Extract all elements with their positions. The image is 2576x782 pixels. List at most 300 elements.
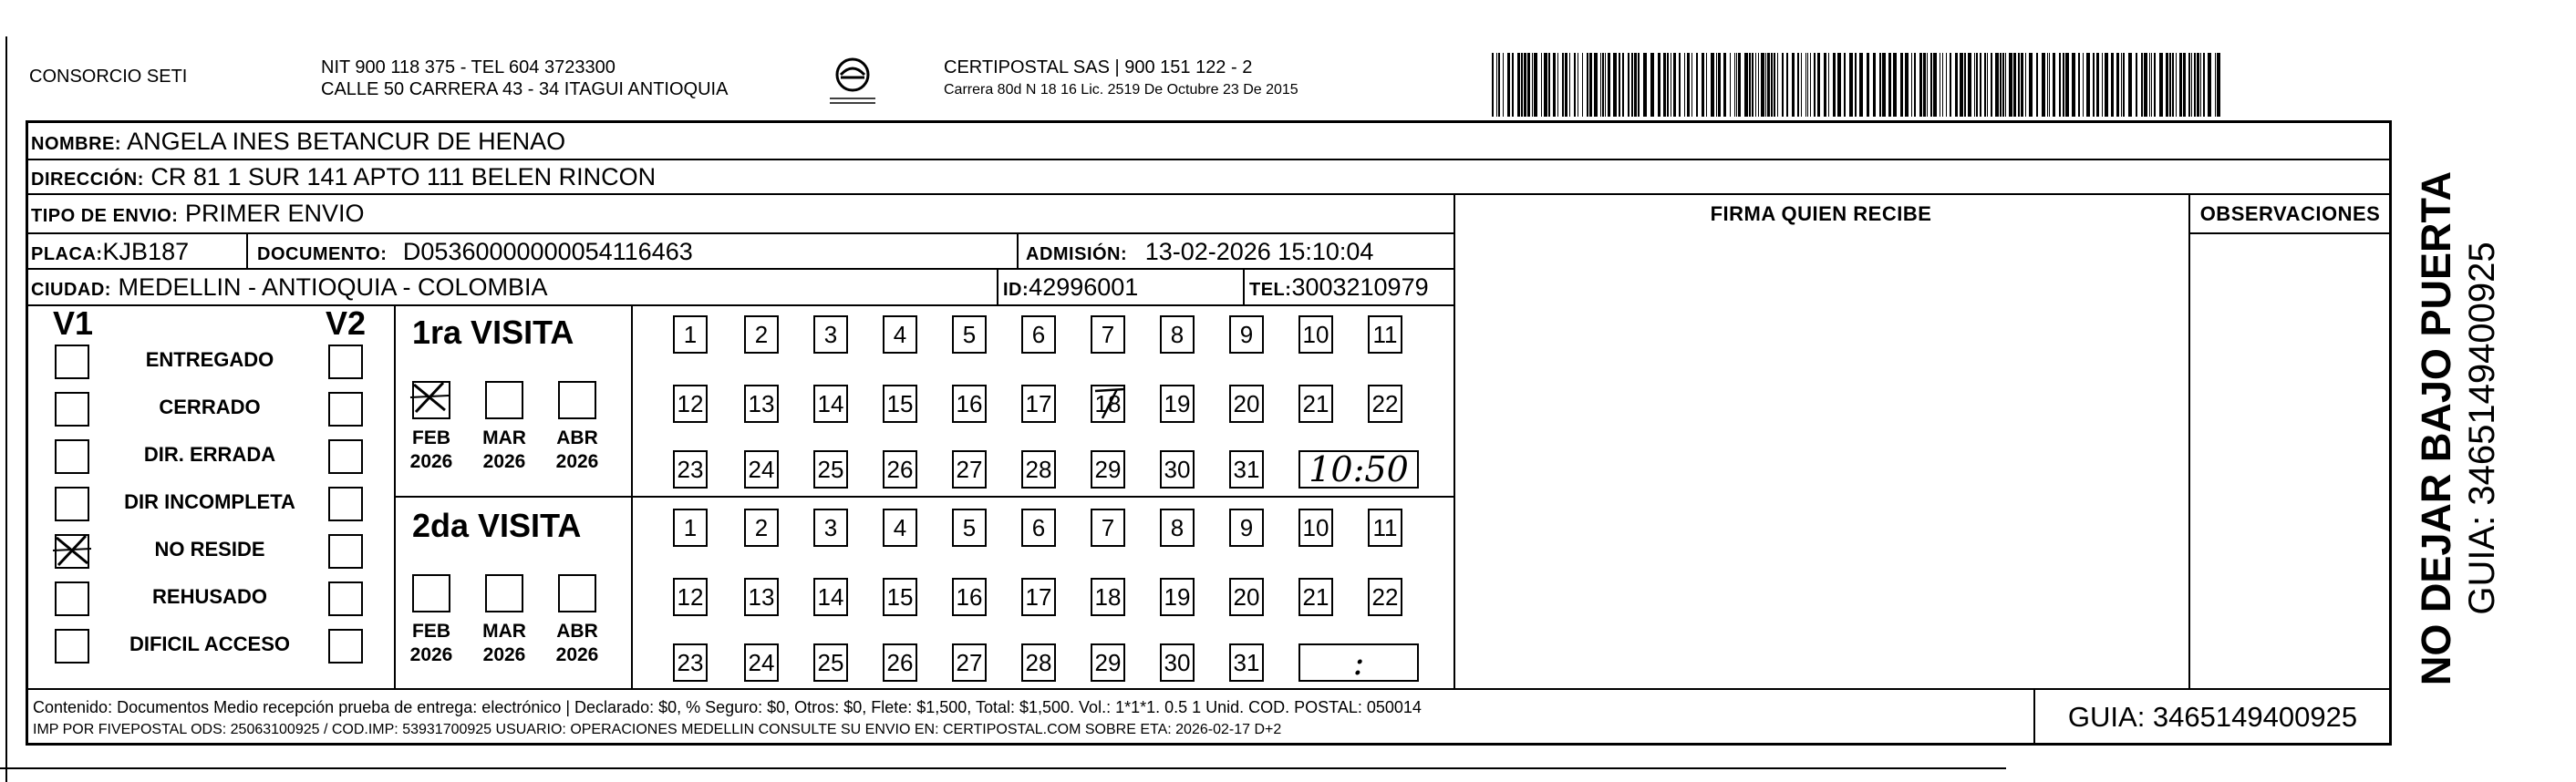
v2-checkbox[interactable]	[328, 487, 363, 521]
second-day-box[interactable]: 18	[1091, 578, 1125, 616]
barcode-bar	[1810, 53, 1811, 117]
barcode-bar	[2000, 53, 2002, 117]
placa-value: KJB187	[102, 238, 190, 265]
barcode-bar	[1534, 53, 1537, 117]
barcode-bar	[1673, 53, 1676, 117]
first-day-box[interactable]: 24	[744, 450, 779, 489]
barcode-bar	[1667, 53, 1669, 117]
barcode-bar	[1893, 53, 1897, 117]
barcode-bar	[1844, 53, 1846, 117]
status-label: NO RESIDE	[154, 538, 265, 561]
barcode-bar	[1650, 53, 1654, 117]
barcode-bar	[1628, 53, 1629, 117]
footer-contenido: Contenido: Documentos Medio recepción prueba de entrega: electrónico | Declarado: $0, % Seguro: $0, Otros: $0, Flete: $1,500, Total: $1,500. Vol.: 1*1*1. 0.5 1 Unid. COD. POSTAL: 050014	[33, 698, 1422, 716]
direccion-row	[31, 161, 656, 195]
barcode-bar	[1919, 53, 1922, 117]
barcode-bar	[1964, 53, 1966, 117]
nit-line: NIT 900 118 375 - TEL 604 3723300	[321, 57, 616, 77]
second-day-box[interactable]: 14	[813, 578, 848, 616]
barcode-bar	[2102, 53, 2103, 117]
barcode-bar	[1492, 53, 1494, 117]
first-day-box[interactable]: 27	[952, 450, 987, 489]
side-warning: NO DEJAR BAJO PUERTA	[2413, 170, 2459, 686]
barcode-bar	[1553, 53, 1556, 117]
barcode-bar	[1587, 53, 1588, 117]
v1-header: V1	[53, 304, 94, 342]
barcode-bar	[2149, 53, 2150, 117]
barcode-bar	[1873, 53, 1876, 117]
first-day-box[interactable]: 20	[1229, 385, 1264, 423]
second-month-year: 2026	[482, 644, 526, 665]
barcode-bar	[1879, 53, 1881, 117]
second-day-box[interactable]: 30	[1160, 643, 1195, 682]
barcode-bar	[1987, 53, 1988, 117]
documento-cell	[257, 236, 693, 270]
barcode-bar	[1582, 53, 1583, 117]
first-day-box[interactable]: 12	[673, 385, 708, 423]
documento-value: D05360000000054116463	[402, 238, 693, 265]
first-day-box[interactable]: 17	[1021, 385, 1056, 423]
barcode-bar	[1643, 53, 1647, 117]
barcode-bar	[1814, 53, 1816, 117]
nombre-value: ANGELA INES BETANCUR DE HENAO	[127, 128, 566, 155]
barcode-bar	[1774, 53, 1775, 117]
barcode-bar	[2217, 53, 2220, 117]
barcode-bar	[1930, 53, 1932, 117]
certipostal-line-1: CERTIPOSTAL SAS | 900 151 122 - 2	[944, 57, 1253, 77]
second-day-box[interactable]: 20	[1229, 578, 1264, 616]
company-address: CALLE 50 CARRERA 43 - 34 ITAGUI ANTIOQUIA	[321, 79, 729, 99]
barcode-bar	[1976, 53, 1978, 117]
second-day-box[interactable]: 21	[1298, 578, 1333, 616]
second-day-box[interactable]: 29	[1091, 643, 1125, 682]
ciudad-label: CIUDAD:	[31, 280, 111, 300]
second-month-checkbox[interactable]	[412, 574, 450, 612]
first-month-year: 2026	[409, 451, 453, 472]
certipostal-line-2: Carrera 80d N 18 16 Lic. 2519 De Octubre 23 De 2015	[944, 82, 1298, 98]
first-day-box[interactable]: 21	[1298, 385, 1333, 423]
second-day-box[interactable]: 17	[1021, 578, 1056, 616]
barcode-bar	[1837, 53, 1841, 117]
barcode-bar	[1752, 53, 1754, 117]
barcode-bar	[1711, 53, 1714, 117]
barcode-bar	[1767, 53, 1770, 117]
barcode-bar	[1786, 53, 1788, 117]
first-day-box[interactable]: 3	[813, 315, 848, 354]
status-label: DIFICIL ACCESO	[129, 633, 290, 655]
barcode-bar	[1817, 53, 1820, 117]
second-day-box[interactable]: 9	[1229, 509, 1264, 547]
tipo-envio-value: PRIMER ENVIO	[184, 200, 365, 227]
barcode-bar	[1679, 53, 1681, 117]
barcode-bar	[2072, 53, 2075, 117]
barcode-bar	[2063, 53, 2064, 117]
admision-cell	[1026, 236, 1373, 270]
barcode-bar	[1589, 53, 1592, 117]
placa-label: PLACA:	[31, 244, 103, 264]
barcode-bar	[2013, 53, 2016, 117]
first-month-checkbox[interactable]	[485, 381, 523, 419]
v2-checkbox[interactable]	[328, 581, 363, 616]
v2-header: V2	[326, 304, 367, 342]
footer-guia: GUIA: 3465149400925	[2067, 701, 2358, 733]
first-day-box[interactable]: 29	[1091, 450, 1125, 489]
barcode-bar	[1718, 53, 1721, 117]
second-month-name: MAR	[482, 621, 526, 642]
admision-label: ADMISIÓN:	[1026, 244, 1128, 264]
barcode-bar	[1807, 53, 1808, 117]
barcode-bar	[1574, 53, 1576, 117]
second-day-box[interactable]: 5	[952, 509, 987, 547]
barcode-bar	[1691, 53, 1692, 117]
barcode-bar	[1955, 53, 1958, 117]
barcode-bar	[2036, 53, 2038, 117]
barcode-bar	[1792, 53, 1795, 117]
first-day-box[interactable]: 25	[813, 450, 848, 489]
tipo-envio-row	[31, 198, 365, 232]
barcode-bar	[1730, 53, 1731, 117]
barcode-bar	[1744, 53, 1748, 117]
barcode-bar	[2021, 53, 2023, 117]
barcode-bar	[2029, 53, 2033, 117]
barcode-bar	[2078, 53, 2080, 117]
first-month-year: 2026	[482, 451, 526, 472]
barcode-bar	[2194, 53, 2196, 117]
barcode-bar	[2154, 53, 2156, 117]
second-day-box[interactable]: 12	[673, 578, 708, 616]
barcode-bar	[1658, 53, 1660, 117]
barcode-bar	[1631, 53, 1633, 117]
second-day-box[interactable]: 6	[1021, 509, 1056, 547]
barcode-bar	[1859, 53, 1863, 117]
barcode-bar	[1557, 53, 1558, 117]
barcode-bar	[2208, 53, 2211, 117]
barcode-bar	[2176, 53, 2177, 117]
status-label: REHUSADO	[152, 585, 267, 608]
barcode-bar	[2191, 53, 2192, 117]
second-time-box[interactable]: :	[1298, 643, 1419, 682]
side-guia: GUIA: 3465149400925	[2462, 242, 2502, 615]
first-day-box[interactable]: 31	[1229, 450, 1264, 489]
barcode-bar	[2059, 53, 2061, 117]
first-day-box[interactable]: 2	[744, 315, 779, 354]
barcode-bar	[2183, 53, 2186, 117]
barcode-bar	[1706, 53, 1707, 117]
second-day-box[interactable]: 23	[673, 643, 708, 682]
barcode-bar	[1867, 53, 1869, 117]
second-day-box[interactable]: 25	[813, 643, 848, 682]
barcode-bar	[1946, 53, 1947, 117]
barcode-bar	[1605, 53, 1606, 117]
barcode-bar	[1927, 53, 1928, 117]
barcode-bar	[1521, 53, 1523, 117]
second-day-box[interactable]: 27	[952, 643, 987, 682]
barcode-bar	[1496, 53, 1497, 117]
barcode-bar	[1684, 53, 1685, 117]
barcode-bar	[1569, 53, 1570, 117]
barcode-bar	[1619, 53, 1620, 117]
nombre-label: NOMBRE:	[31, 134, 122, 154]
barcode-bar	[2049, 53, 2050, 117]
barcode-bar	[1933, 53, 1937, 117]
barcode-bar	[2105, 53, 2108, 117]
side-panel	[2407, 146, 2571, 711]
second-day-box[interactable]: 22	[1368, 578, 1402, 616]
barcode-bar	[2151, 53, 2152, 117]
second-month-year: 2026	[409, 644, 453, 665]
first-day-box[interactable]: 16	[952, 385, 987, 423]
barcode-bar	[2065, 53, 2069, 117]
barcode-bar	[1507, 53, 1510, 117]
barcode-bar	[1905, 53, 1909, 117]
barcode-bar	[1687, 53, 1690, 117]
company-name: CONSORCIO SETI	[29, 67, 188, 87]
barcode-bar	[1782, 53, 1784, 117]
barcode-bar	[1602, 53, 1604, 117]
barcode-bar	[2159, 53, 2163, 117]
barcode-bar	[2144, 53, 2147, 117]
barcode-bar	[2086, 53, 2090, 117]
first-day-box[interactable]: 19	[1160, 385, 1195, 423]
first-day-box[interactable]: 1	[673, 315, 708, 354]
barcode-bar	[1797, 53, 1799, 117]
v2-checkbox[interactable]	[328, 392, 363, 427]
barcode-bar	[1723, 53, 1726, 117]
barcode-bar	[1801, 53, 1802, 117]
first-day-box[interactable]: 26	[883, 450, 917, 489]
barcode-bar	[1734, 53, 1735, 117]
barcode-bar	[1950, 53, 1951, 117]
barcode-bar	[1984, 53, 1986, 117]
first-day-box[interactable]: 28	[1021, 450, 1056, 489]
first-month-name: FEB	[412, 427, 450, 448]
barcode-bar	[1532, 53, 1533, 117]
status-label: CERRADO	[159, 396, 261, 418]
barcode-bar	[2083, 53, 2084, 117]
barcode-bar	[1544, 53, 1547, 117]
barcode-bar	[2053, 53, 2055, 117]
first-day-box[interactable]: 14	[813, 385, 848, 423]
second-day-box[interactable]: 16	[952, 578, 987, 616]
barcode-bar	[2093, 53, 2095, 117]
barcode-bar	[1608, 53, 1610, 117]
direccion-label: DIRECCIÓN:	[31, 170, 144, 190]
barcode-bar	[1824, 53, 1826, 117]
documento-label: DOCUMENTO:	[257, 244, 388, 264]
barcode-bar	[2141, 53, 2143, 117]
v2-checkbox[interactable]	[328, 345, 363, 379]
barcode-bar	[1771, 53, 1773, 117]
tel-value: 3003210979	[1291, 273, 1429, 301]
first-day-box[interactable]: 7	[1091, 315, 1125, 354]
barcode-bar	[1991, 53, 1992, 117]
barcode-bar	[1849, 53, 1853, 117]
second-month-year: 2026	[555, 644, 599, 665]
first-day-box[interactable]: 22	[1368, 385, 1402, 423]
barcode-bar	[2025, 53, 2026, 117]
barcode-bar	[2166, 53, 2168, 117]
barcode-bar	[1565, 53, 1567, 117]
barcode-bar	[2002, 53, 2004, 117]
barcode-bar	[2136, 53, 2137, 117]
tel-label: TEL:	[1249, 280, 1292, 300]
second-day-box[interactable]: 11	[1368, 509, 1402, 547]
barcode-bar	[1888, 53, 1891, 117]
barcode-bar	[1634, 53, 1637, 117]
barcode-bar	[1600, 53, 1601, 117]
first-month-checkbox[interactable]	[558, 381, 596, 419]
barcode	[1492, 53, 2223, 117]
barcode-bar	[2111, 53, 2114, 117]
certipostal-logo	[822, 53, 883, 108]
footer-impresion: IMP POR FIVEPOSTAL ODS: 25063100925 / COD.IMP: 53931700925 USUARIO: OPERACIONES MEDELLIN CONSULTE SU ENVIO EN: CERTIPOSTAL.COM SOBRE ETA: 2026-02-17 D+2	[33, 722, 1282, 737]
barcode-bar	[1777, 53, 1778, 117]
barcode-bar	[1833, 53, 1836, 117]
ciudad-value: MEDELLIN - ANTIOQUIA - COLOMBIA	[118, 273, 548, 301]
second-day-box[interactable]: 28	[1021, 643, 1056, 682]
barcode-bar	[1974, 53, 1975, 117]
barcode-bar	[2116, 53, 2119, 117]
barcode-bar	[2203, 53, 2205, 117]
placa-cell	[31, 236, 189, 270]
barcode-bar	[1498, 53, 1500, 117]
barcode-bar	[1900, 53, 1903, 117]
barcode-bar	[1738, 53, 1741, 117]
second-month-name: FEB	[412, 621, 450, 642]
barcode-bar	[1503, 53, 1504, 117]
second-day-box[interactable]: 8	[1160, 509, 1195, 547]
scan-edge-left	[5, 36, 7, 782]
barcode-bar	[2005, 53, 2006, 117]
barcode-bar	[2123, 53, 2125, 117]
first-day-box[interactable]: 8	[1160, 315, 1195, 354]
first-time-box[interactable]: 10:50	[1298, 450, 1419, 489]
barcode-bar	[1524, 53, 1526, 117]
id-label: ID:	[1003, 280, 1029, 300]
v2-checkbox[interactable]	[328, 439, 363, 474]
barcode-bar	[1828, 53, 1829, 117]
observaciones-label: OBSERVACIONES	[2199, 202, 2381, 225]
first-day-box[interactable]: 4	[883, 315, 917, 354]
second-day-box[interactable]: 13	[744, 578, 779, 616]
second-month-checkbox[interactable]	[485, 574, 523, 612]
barcode-bar	[1638, 53, 1640, 117]
first-day-box[interactable]: 18	[1091, 385, 1125, 423]
barcode-bar	[1882, 53, 1886, 117]
barcode-bar	[2215, 53, 2216, 117]
id-value: 42996001	[1029, 273, 1139, 301]
barcode-bar	[1622, 53, 1624, 117]
barcode-bar	[2042, 53, 2045, 117]
second-day-box[interactable]: 4	[883, 509, 917, 547]
first-day-box[interactable]: 30	[1160, 450, 1195, 489]
barcode-bar	[1663, 53, 1666, 117]
first-month-year: 2026	[555, 451, 599, 472]
status-label: DIR. ERRADA	[143, 443, 276, 466]
barcode-bar	[1758, 53, 1759, 117]
barcode-bar	[2197, 53, 2199, 117]
first-day-box[interactable]: 10	[1298, 315, 1333, 354]
barcode-bar	[2096, 53, 2099, 117]
barcode-bar	[1960, 53, 1963, 117]
barcode-bar	[2121, 53, 2122, 117]
first-day-box[interactable]: 6	[1021, 315, 1056, 354]
barcode-bar	[2169, 53, 2171, 117]
firma-label: FIRMA QUIEN RECIBE	[1710, 202, 1932, 225]
barcode-bar	[1512, 53, 1514, 117]
second-day-box[interactable]: 19	[1160, 578, 1195, 616]
first-day-box[interactable]: 11	[1368, 315, 1402, 354]
ciudad-cell	[31, 272, 548, 305]
second-day-box[interactable]: 26	[883, 643, 917, 682]
barcode-bar	[1755, 53, 1756, 117]
first-day-box[interactable]: 5	[952, 315, 987, 354]
barcode-bar	[1765, 53, 1766, 117]
barcode-bar	[1968, 53, 1971, 117]
tipo-envio-label: TIPO DE ENVIO:	[31, 206, 179, 226]
nombre-row	[31, 126, 565, 159]
first-month-name: MAR	[482, 427, 526, 448]
barcode-bar	[1541, 53, 1542, 117]
barcode-bar	[1942, 53, 1943, 117]
barcode-bar	[1517, 53, 1520, 117]
barcode-bar	[2018, 53, 2020, 117]
second-day-box[interactable]: 3	[813, 509, 848, 547]
id-cell	[1003, 272, 1138, 305]
second-day-box[interactable]: 7	[1091, 509, 1125, 547]
barcode-bar	[1562, 53, 1564, 117]
first-visit-title: 1ra VISITA	[412, 314, 574, 351]
second-month-checkbox[interactable]	[558, 574, 596, 612]
barcode-bar	[1914, 53, 1916, 117]
barcode-bar	[2047, 53, 2048, 117]
v2-checkbox[interactable]	[328, 534, 363, 569]
first-month-name: ABR	[556, 427, 598, 448]
status-label: DIR INCOMPLETA	[124, 490, 295, 513]
barcode-bar	[1995, 53, 1999, 117]
tel-cell	[1249, 272, 1429, 305]
barcode-bar	[2009, 53, 2012, 117]
barcode-bar	[1702, 53, 1704, 117]
barcode-bar	[1749, 53, 1751, 117]
barcode-bar	[1613, 53, 1617, 117]
first-day-box[interactable]: 13	[744, 385, 779, 423]
barcode-bar	[1805, 53, 1806, 117]
barcode-bar	[1923, 53, 1926, 117]
first-day-box[interactable]: 9	[1229, 315, 1264, 354]
barcode-bar	[2179, 53, 2182, 117]
admision-value: 13-02-2026 15:10:04	[1144, 238, 1374, 265]
barcode-bar	[1855, 53, 1857, 117]
second-day-box[interactable]: 31	[1229, 643, 1264, 682]
second-day-box[interactable]: 2	[744, 509, 779, 547]
barcode-bar	[1980, 53, 1981, 117]
barcode-bar	[1716, 53, 1717, 117]
first-month-checkbox[interactable]	[412, 381, 450, 419]
barcode-bar	[2172, 53, 2174, 117]
barcode-bar	[1594, 53, 1598, 117]
second-day-box[interactable]: 10	[1298, 509, 1333, 547]
second-day-box[interactable]: 15	[883, 578, 917, 616]
second-day-box[interactable]: 24	[744, 643, 779, 682]
first-day-box[interactable]: 15	[883, 385, 917, 423]
second-visit-title: 2da VISITA	[412, 507, 582, 544]
v2-checkbox[interactable]	[328, 629, 363, 664]
barcode-bar	[2188, 53, 2190, 117]
second-month-name: ABR	[556, 621, 598, 642]
second-day-box[interactable]: 1	[673, 509, 708, 547]
first-day-box[interactable]: 23	[673, 450, 708, 489]
